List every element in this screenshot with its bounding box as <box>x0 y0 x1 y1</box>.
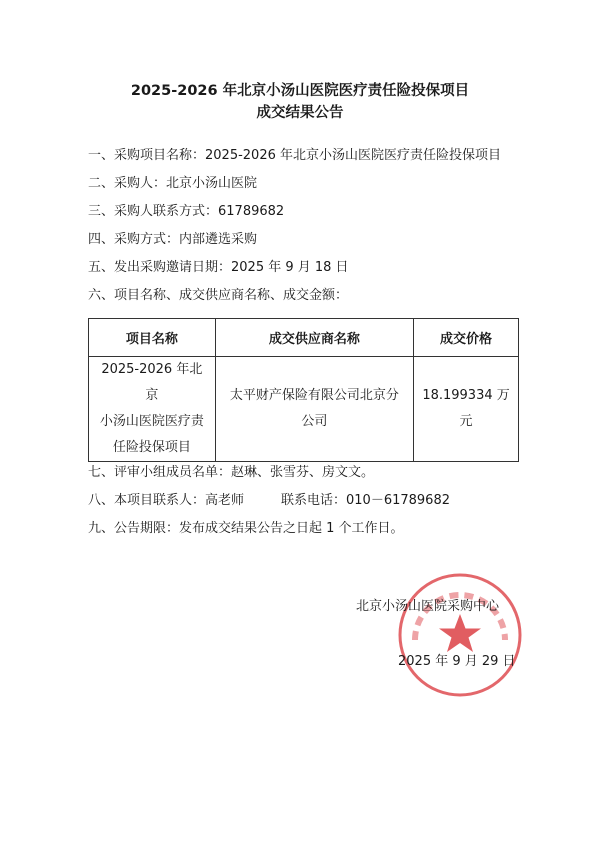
header-price: 成交价格 <box>414 319 519 357</box>
item-committee: 七、评审小组成员名单：赵琳、张雪芬、房文文。 <box>88 465 375 480</box>
project-line: 小汤山医院医疗责 <box>99 414 204 429</box>
item-invitation-date: 五、发出采购邀请日期：2025 年 9 月 18 日 <box>88 260 349 275</box>
item-table-intro: 六、项目名称、成交供应商名称、成交金额： <box>88 288 349 303</box>
cell-project-name <box>89 357 216 462</box>
cell-price: 18.199334 万元 <box>414 357 519 462</box>
table-header-row <box>89 319 519 357</box>
item-contact-person: 八、本项目联系人：高老师 <box>88 493 245 508</box>
supplier-line: 公司 <box>301 414 328 429</box>
award-table <box>88 318 519 462</box>
supplier-line: 太平财产保险有限公司北京分 <box>229 388 399 403</box>
signature-date: 2025 年 9 月 29 日 <box>398 654 516 669</box>
header-supplier-name: 成交供应商名称 <box>215 319 413 357</box>
item-notice-period: 九、公告期限：发布成交结果公告之日起 1 个工作日。 <box>88 521 404 536</box>
item-procurement-method: 四、采购方式：内部遴选采购 <box>88 232 258 247</box>
signature-org: 北京小汤山医院采购中心 <box>356 599 500 614</box>
project-line: 2025-2026 年北京 <box>101 362 203 403</box>
header-project-name: 项目名称 <box>89 319 216 357</box>
item-contact-phone: 联系电话：010－61789682 <box>281 493 450 508</box>
official-seal-icon <box>395 570 525 700</box>
table-row <box>89 357 519 462</box>
item-project-name: 一、采购项目名称：2025-2026 年北京小汤山医院医疗责任险投保项目 <box>88 148 501 163</box>
notice-title-line1: 2025-2026 年北京小汤山医院医疗责任险投保项目 <box>130 83 470 99</box>
notice-title-line2: 成交结果公告 <box>256 105 344 121</box>
item-contact-method: 三、采购人联系方式：61789682 <box>88 204 285 219</box>
project-line: 任险投保项目 <box>112 440 191 455</box>
item-purchaser: 二、采购人：北京小汤山医院 <box>88 176 258 191</box>
cell-supplier-name <box>215 357 413 462</box>
